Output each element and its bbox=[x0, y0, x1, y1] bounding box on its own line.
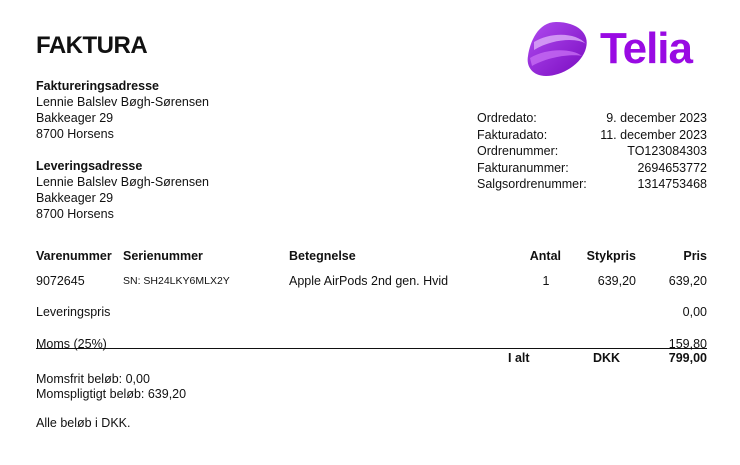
items-table bbox=[36, 248, 707, 352]
meta-value: 2694653772 bbox=[637, 160, 707, 175]
header-serienummer: Serienummer bbox=[123, 249, 203, 263]
telia-pebble-icon bbox=[520, 18, 592, 80]
shipping-cost-value: 0,00 bbox=[682, 305, 707, 319]
billing-heading: Faktureringsadresse bbox=[36, 79, 159, 93]
meta-label: Salgsordrenummer: bbox=[477, 177, 587, 191]
table-header-row bbox=[36, 248, 707, 273]
vat-value: 159,80 bbox=[668, 337, 707, 351]
header-betegnelse: Betegnelse bbox=[289, 249, 356, 263]
total-currency: DKK bbox=[593, 351, 621, 365]
table-row bbox=[36, 273, 707, 289]
meta-row-order-number bbox=[477, 143, 707, 160]
meta-label: Ordredato: bbox=[477, 111, 537, 125]
vat-row bbox=[36, 336, 707, 352]
header-stykpris: Stykpris bbox=[586, 249, 636, 263]
invoice-meta bbox=[477, 110, 707, 193]
meta-label: Ordrenummer: bbox=[477, 144, 559, 158]
invoice-title: FAKTURA bbox=[36, 32, 148, 59]
item-serienummer: SN: SH24LKY6MLX2Y bbox=[123, 275, 230, 287]
vat-free-amount: Momsfrit beløb: 0,00 bbox=[36, 372, 150, 386]
header-pris: Pris bbox=[683, 249, 707, 263]
shipping-name: Lennie Balslev Bøgh-Sørensen bbox=[36, 175, 210, 189]
billing-street: Bakkeager 29 bbox=[36, 111, 114, 125]
total-label: I alt bbox=[508, 351, 530, 365]
billing-city: 8700 Horsens bbox=[36, 127, 114, 141]
totals-row bbox=[36, 351, 707, 367]
meta-value: 9. december 2023 bbox=[606, 111, 707, 125]
meta-row-invoice-number bbox=[477, 160, 707, 177]
shipping-street: Bakkeager 29 bbox=[36, 191, 114, 205]
item-varenummer: 9072645 bbox=[36, 274, 85, 288]
header-antal: Antal bbox=[529, 249, 561, 263]
meta-label: Fakturanummer: bbox=[477, 160, 569, 175]
currency-note: Alle beløb i DKK. bbox=[36, 416, 131, 430]
logo-wordmark: Telia bbox=[600, 24, 693, 73]
shipping-cost-label: Leveringspris bbox=[36, 305, 111, 319]
vat-liable-amount: Momspligtigt beløb: 639,20 bbox=[36, 387, 187, 401]
meta-row-invoice-date bbox=[477, 127, 707, 144]
meta-row-sales-order-number bbox=[477, 176, 707, 193]
shipping-heading: Leveringsadresse bbox=[36, 159, 143, 173]
item-betegnelse: Apple AirPods 2nd gen. Hvid bbox=[289, 274, 449, 288]
meta-value: 1314753468 bbox=[637, 177, 707, 191]
notes bbox=[36, 372, 186, 431]
shipping-city: 8700 Horsens bbox=[36, 207, 114, 221]
vat-label: Moms (25%) bbox=[36, 337, 107, 351]
shipping-cost-row bbox=[36, 304, 707, 320]
billing-name: Lennie Balslev Bøgh-Sørensen bbox=[36, 95, 210, 109]
shipping-address bbox=[36, 158, 209, 222]
total-value: 799,00 bbox=[668, 351, 707, 365]
billing-address bbox=[36, 78, 209, 142]
item-pris: 639,20 bbox=[668, 274, 707, 288]
item-antal: 1 bbox=[542, 274, 550, 288]
meta-row-order-date bbox=[477, 110, 707, 127]
meta-label: Fakturadato: bbox=[477, 127, 548, 142]
meta-value: TO123084303 bbox=[627, 144, 707, 158]
telia-logo bbox=[520, 18, 710, 80]
header-varenummer: Varenummer bbox=[36, 249, 112, 263]
item-stykpris: 639,20 bbox=[597, 274, 636, 288]
meta-value: 11. december 2023 bbox=[600, 127, 707, 142]
total-divider bbox=[36, 348, 707, 349]
